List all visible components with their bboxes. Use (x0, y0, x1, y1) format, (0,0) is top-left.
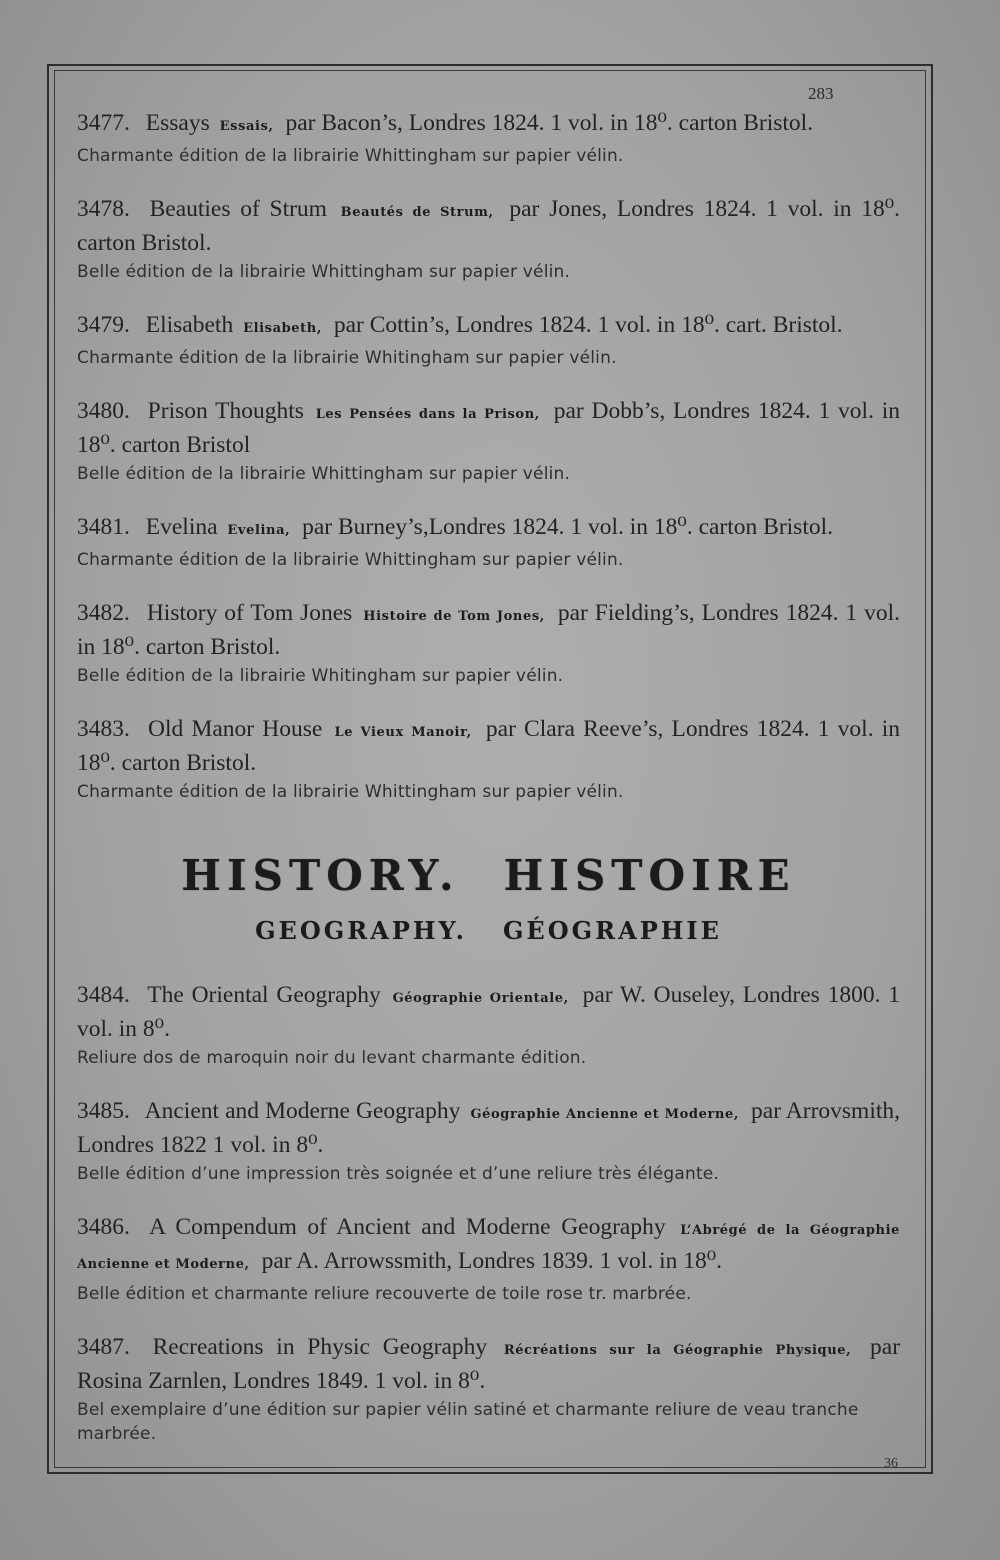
entry-details: par Clara Reeve’s, Londres 1824. 1 vol. in 18⁰. carton Bristol. (77, 716, 901, 776)
entry-note: Belle édition d’une impression très soignée et d’une reliure très élégante. (77, 1164, 720, 1184)
catalogue-entry (77, 108, 900, 168)
entry-number: 3477. (77, 110, 130, 136)
entry-english-title: Elisabeth (145, 312, 234, 338)
entry-english-title: Beauties of Strum (149, 196, 327, 222)
entry-number: 3486. (77, 1214, 130, 1240)
section-title-french: HISTOIRE (503, 851, 796, 900)
entry-note: Belle édition de la librairie Whittingham sur papier vélin. (77, 262, 571, 282)
entry-note: Belle édition de la librairie Whittingham sur papier vélin. (77, 464, 571, 484)
entry-details: par Bacon’s, Londres 1824. 1 vol. in 18⁰. carton Bristol. (285, 110, 814, 136)
entry-french-title: Essais, (219, 119, 274, 134)
entry-french-title: Elisabeth, (243, 321, 322, 336)
catalogue-entry (77, 980, 900, 1070)
entry-english-title: A Compendum of Ancient and Moderne Geography (149, 1214, 666, 1240)
entry-french-title: Récréations sur la Géographie Physique, (503, 1343, 852, 1358)
catalogue-entry (77, 714, 900, 804)
entry-number: 3478. (77, 196, 130, 222)
section-subtitle-english: GEOGRAPHY. (255, 916, 467, 945)
entries-literature (77, 108, 900, 804)
entry-line (77, 980, 900, 1044)
entry-number: 3481. (77, 514, 130, 540)
section-subtitle (77, 916, 900, 946)
entry-number: 3485. (77, 1098, 130, 1124)
entry-line (77, 1212, 900, 1280)
section-title (77, 850, 900, 902)
entry-note: Charmante édition de la librairie Whitingham sur papier vélin. (77, 348, 617, 368)
entry-number: 3482. (77, 600, 130, 626)
entry-english-title: History of Tom Jones (146, 600, 353, 626)
entry-note: Charmante édition de la librairie Whittingham sur papier vélin. (77, 550, 624, 570)
entry-number: 3483. (77, 716, 130, 742)
entry-line (77, 714, 900, 778)
entry-english-title: The Oriental Geography (147, 982, 381, 1008)
entry-line (77, 108, 900, 142)
entry-french-title: Les Pensées dans la Prison, (315, 407, 540, 422)
entry-english-title: Evelina (145, 514, 218, 540)
entry-english-title: Prison Thoughts (147, 398, 304, 424)
catalogue-entry (77, 1096, 900, 1186)
entry-line (77, 396, 900, 460)
entry-number: 3479. (77, 312, 130, 338)
entry-number: 3484. (77, 982, 130, 1008)
signature-mark: 36 (884, 1456, 898, 1471)
entry-line (77, 1096, 900, 1160)
entry-details: par Burney’s,Londres 1824. 1 vol. in 18⁰. carton Bristol. (302, 514, 834, 540)
entry-note: Bel exemplaire d’une édition sur papier vélin satiné et charmante reliure de veau tranche marbrée. (77, 1400, 859, 1444)
catalogue-entry (77, 1332, 900, 1446)
entry-french-title: Géographie Ancienne et Moderne, (470, 1107, 739, 1122)
entry-line (77, 1332, 900, 1396)
entry-french-title: Histoire de Tom Jones, (363, 609, 545, 624)
entry-details: par Fielding’s, Londres 1824. 1 vol. in 18⁰. carton Bristol. (77, 600, 901, 660)
catalogue-entry (77, 1212, 900, 1306)
catalogue-entry (77, 512, 900, 572)
catalogue-entry (77, 598, 900, 688)
entries-geography (77, 980, 900, 1446)
entry-line (77, 194, 900, 258)
entry-note: Belle édition de la librairie Whitingham sur papier vélin. (77, 666, 564, 686)
entry-details: par Dobb’s, Londres 1824. 1 vol. in 18⁰. carton Bristol (77, 398, 901, 458)
entry-note: Charmante édition de la librairie Whittingham sur papier vélin. (77, 146, 624, 166)
entry-french-title: L’Abrégé de la Géographie Ancienne et Moderne, (77, 1223, 900, 1272)
catalogue-entry (77, 310, 900, 370)
entry-details: par Rosina Zarnlen, Londres 1849. 1 vol. in 8⁰. (77, 1334, 901, 1394)
entry-details: par Cottin’s, Londres 1824. 1 vol. in 18⁰. cart. Bristol. (333, 312, 843, 338)
entry-details: par Jones, Londres 1824. 1 vol. in 18⁰. carton Bristol. (77, 196, 901, 256)
section-subtitle-french: GÉOGRAPHIE (502, 916, 722, 945)
page-number: 283 (808, 84, 834, 103)
entry-number: 3487. (77, 1334, 130, 1360)
entry-english-title: Essays (145, 110, 210, 136)
entry-note: Belle édition et charmante reliure recouverte de toile rose tr. marbrée. (77, 1284, 692, 1304)
entry-french-title: Géographie Orientale, (392, 991, 569, 1006)
entry-french-title: Le Vieux Manoir, (334, 725, 472, 740)
entry-details: par A. Arrowssmith, Londres 1839. 1 vol. in 18⁰. (261, 1248, 723, 1274)
entry-french-title: Beautés de Strum, (340, 205, 494, 220)
entry-line (77, 310, 900, 344)
catalogue-entries (77, 108, 900, 1472)
entry-details: par W. Ouseley, Londres 1800. 1 vol. in 8⁰. (77, 982, 901, 1042)
entry-line (77, 512, 900, 546)
catalogue-entry (77, 396, 900, 486)
entry-french-title: Evelina, (227, 523, 291, 538)
section-title-english: HISTORY. (181, 851, 460, 900)
entry-note: Reliure dos de maroquin noir du levant charmante édition. (77, 1048, 587, 1068)
entry-line (77, 598, 900, 662)
entry-details: par Arrovsmith, Londres 1822 1 vol. in 8⁰. (77, 1098, 901, 1158)
entry-number: 3480. (77, 398, 130, 424)
entry-note: Charmante édition de la librairie Whittingham sur papier vélin. (77, 782, 624, 802)
catalogue-entry (77, 194, 900, 284)
entry-english-title: Recreations in Physic Geography (152, 1334, 488, 1360)
entry-english-title: Old Manor House (148, 716, 323, 742)
entry-english-title: Ancient and Moderne Geography (144, 1098, 461, 1124)
section-heading (77, 850, 900, 946)
